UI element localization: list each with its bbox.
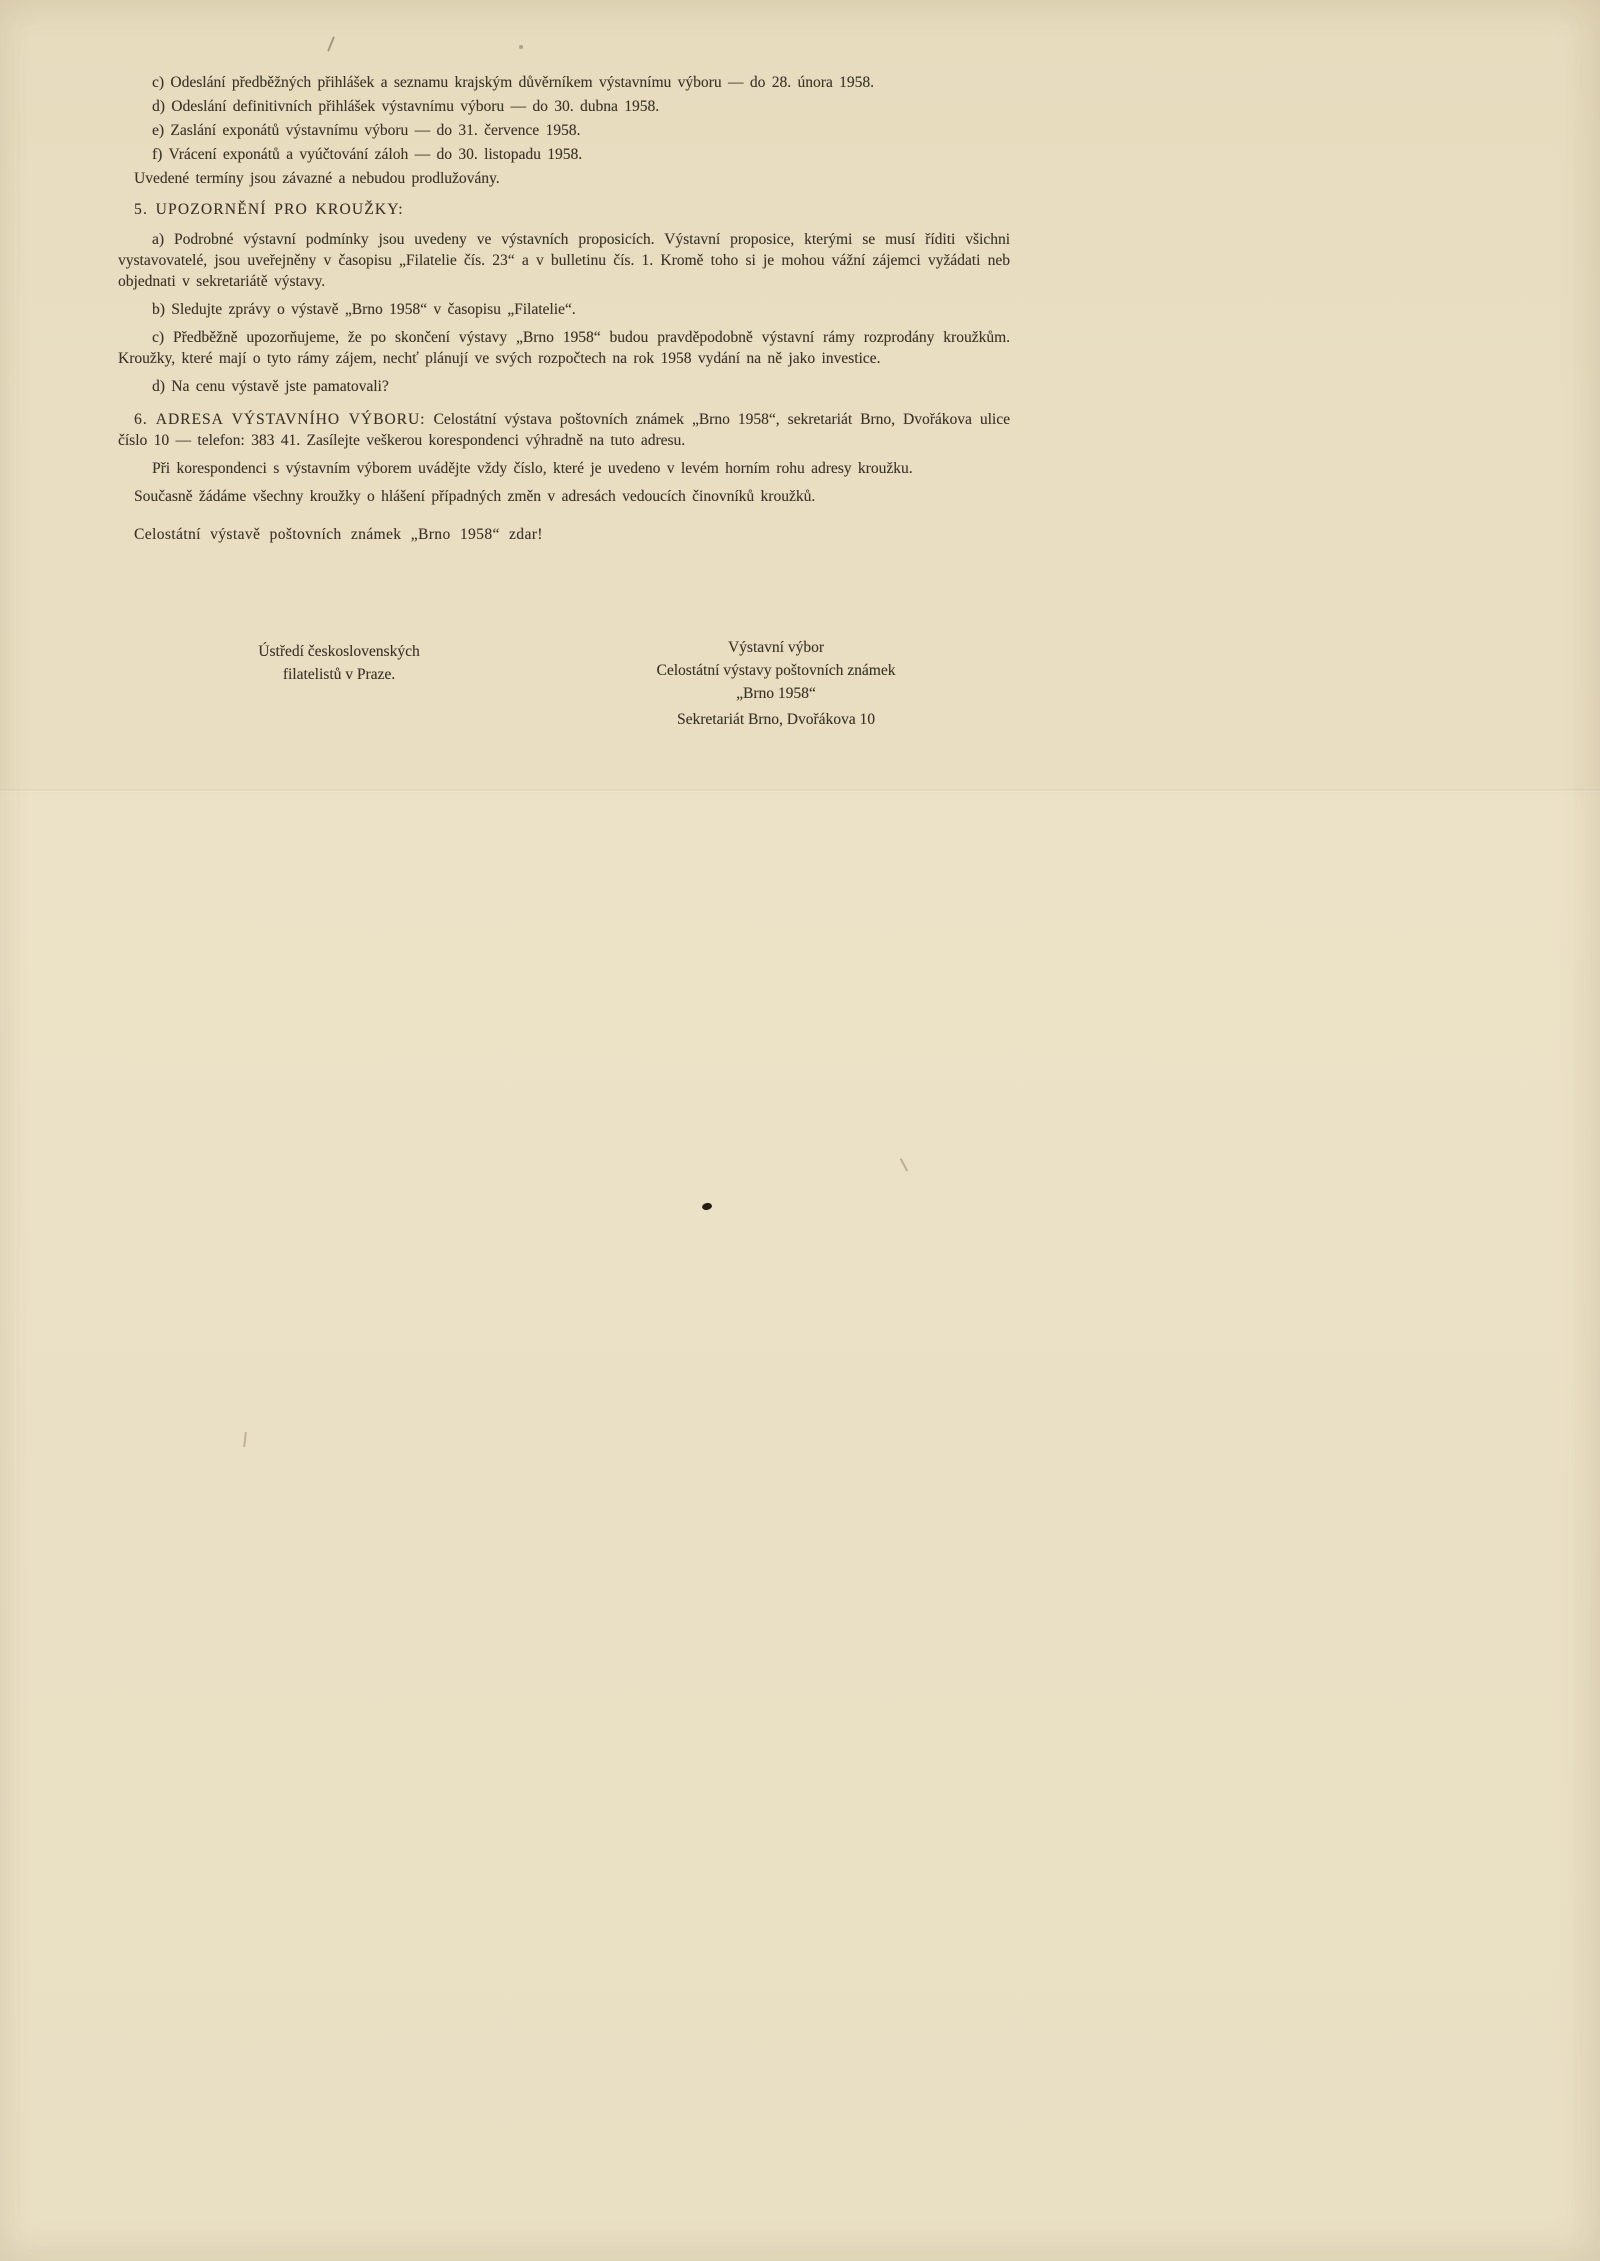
signature-right — [620, 636, 932, 731]
notice-item-text: Předběžně upozorňujeme, že po skončení výstavy „Brno 1958“ budou pravděpodobně výstavní rámy rozprodány kroužkům. Kroužky, které mají o tyto rámy zájem, nechť plánují ve svých rozpočtech na rok 1958 vydání na ně jako investice. — [118, 329, 1011, 367]
document-text — [118, 72, 1010, 548]
correspondence-paragraph: Při korespondenci s výstavním výborem uvádějte vždy číslo, které je uvedeno v levém horním rohu adresy kroužku. — [152, 460, 913, 477]
notice-item — [118, 327, 1010, 369]
notice-item-label: c) — [152, 329, 165, 346]
deadline-item-text: Zaslání exponátů výstavnímu výboru — do 31. července 1958. — [170, 122, 581, 139]
deadline-item — [152, 144, 1010, 165]
section-5-heading: 5. UPOZORNĚNÍ PRO KROUŽKY: — [134, 201, 404, 218]
notice-item-label: d) — [152, 378, 165, 395]
deadline-note: Uvedené termíny jsou závazné a nebudou prodlužovány. — [134, 170, 500, 187]
deadline-item-label: d) — [152, 98, 165, 115]
slogan-line: Celostátní výstavě poštovních známek „Brno 1958“ zdar! — [134, 526, 543, 543]
section-6-heading: 6. ADRESA VÝSTAVNÍHO VÝBORU: — [134, 411, 426, 428]
signature-right-line: Sekretariát Brno, Dvořákova 10 — [677, 711, 875, 728]
notice-item — [152, 299, 1010, 320]
deadline-item-label: e) — [152, 122, 165, 139]
scan-artifact-slash — [327, 36, 335, 52]
scan-artifact-slash — [900, 1158, 908, 1171]
signature-left — [188, 640, 490, 686]
deadline-item-text: Vrácení exponátů a vyúčtování záloh — do 30. listopadu 1958. — [168, 146, 583, 163]
signature-right-line: Celostátní výstavy poštovních známek — [656, 662, 896, 679]
notice-item-text: Podrobné výstavní podmínky jsou uvedeny ve výstavních proposicích. Výstavní proposice, kterými se musí říditi všichni vystavovatelé, jsou uveřejněny v časopisu „Filatelie čís. 23“ a v bulletinu čís. 1. Kromě toho si je mohou vážní zájemci vyžádati neb objednati v sekretariátě výstavy. — [118, 231, 1010, 290]
signature-left-line: Ústředí československých — [258, 643, 420, 660]
deadline-item — [152, 96, 1010, 117]
change-report-paragraph: Současně žádáme všechny kroužky o hlášení případných změn v adresách vedoucích činovníků kroužků. — [134, 488, 816, 505]
notice-item-label: b) — [152, 301, 165, 318]
fold-crease-line — [0, 789, 1600, 792]
deadline-item — [152, 72, 1010, 93]
scan-artifact-slash — [243, 1432, 247, 1447]
notice-item-text: Sledujte zprávy o výstavě „Brno 1958“ v časopisu „Filatelie“. — [171, 301, 576, 318]
address-text: Celostátní výstava poštovních známek „Brno 1958“, sekretariát Brno, Dvořákova ulice číslo 10 — telefon: 383 41. Zasílejte veškerou korespondenci výhradně na tuto adresu. — [118, 411, 1010, 449]
signature-right-line: „Brno 1958“ — [736, 685, 816, 702]
notice-item-text: Na cenu výstavě jste pamatovali? — [171, 378, 389, 395]
deadline-item-text: Odeslání předběžných přihlášek a seznamu krajským důvěrníkem výstavnímu výboru — do 28. února 1958. — [170, 74, 875, 91]
ink-spot — [701, 1202, 712, 1211]
signature-right-line: Výstavní výbor — [727, 639, 824, 656]
deadline-item — [152, 120, 1010, 141]
signature-left-line: filatelistů v Praze. — [282, 666, 396, 683]
notice-item — [118, 229, 1010, 292]
address-paragraph — [118, 409, 1010, 451]
deadline-item-text: Odeslání definitivních přihlášek výstavnímu výboru — do 30. dubna 1958. — [171, 98, 660, 115]
notice-item-label: a) — [152, 231, 165, 248]
deadline-item-label: c) — [152, 74, 165, 91]
scan-artifact-dot — [519, 45, 523, 49]
deadline-item-label: f) — [152, 146, 163, 163]
notice-item — [152, 376, 1010, 397]
